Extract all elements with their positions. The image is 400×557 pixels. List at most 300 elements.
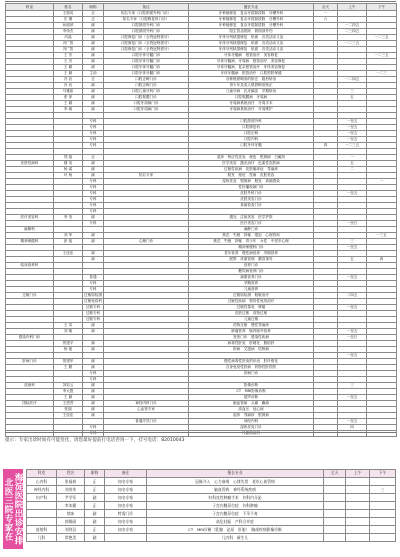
- table-cell: 一至五: [338, 395, 367, 401]
- table-cell: 副: [85, 534, 105, 542]
- expert-schedule-table: [26, 469, 396, 542]
- table-cell: 专科: [83, 221, 104, 227]
- table-cell: 二四五: [338, 293, 367, 299]
- table-cell: 过敏原检测 脱敏治疗: [189, 293, 314, 299]
- table-cell: 口腔正畸门诊: [104, 83, 189, 89]
- table-cell: 郭维丽: [57, 518, 85, 526]
- table-cell: 四: [314, 143, 338, 149]
- table-cell: 王 颖: [54, 71, 83, 77]
- table-cell: 性传播疾病门诊: [189, 185, 314, 191]
- table-cell: 焦虑 失眠 抑郁 青少年 女性 中老年心理: [189, 239, 314, 245]
- table-cell: 牙种植修复 复杂牙拔除拔除 牙槽外科: [189, 17, 314, 23]
- table-cell: 医疗美容门诊: [189, 221, 314, 227]
- table-cell: 专科: [83, 377, 104, 383]
- table-cell: 肝病 艾滋病 结核病: [189, 347, 314, 353]
- table-cell: 糖尿病营养门诊: [189, 269, 314, 275]
- table-cell: 副: [83, 65, 104, 71]
- table-cell: 妇产科: [27, 494, 57, 502]
- table-cell: 各种错颌畸形的矫正 隐形矫治: [189, 77, 314, 83]
- table-cell: 药物过敏 慢性荨麻疹: [189, 323, 314, 329]
- table-cell: 牙周病系统治疗 牙周维护: [189, 107, 314, 113]
- schedule-table: [5, 3, 397, 437]
- table-row: [27, 494, 396, 502]
- table-cell: 儿童过敏: [189, 317, 314, 323]
- table-cell: 王瑞英: [54, 11, 83, 17]
- table-cell: 湿疹 荨麻疹 银屑病: [189, 413, 314, 419]
- booking-note: 提示：专家出诊时间有可能变化，请您最好提前打电话咨询一下，挂号电话：82010043: [5, 438, 185, 443]
- expert-body: [27, 478, 396, 542]
- table-cell: 副: [83, 233, 104, 239]
- table-cell: 老年营养 慢性病营养 孕期营养: [189, 251, 314, 257]
- column-header: 科室: [27, 470, 57, 478]
- table-cell: 过敏专科: [83, 311, 104, 317]
- table-cell: [370, 518, 396, 526]
- table-cell: 一至五: [338, 305, 367, 311]
- column-header: 全天: [324, 470, 346, 478]
- table-cell: 一至五: [338, 329, 367, 335]
- table-cell: 神经内科: [27, 486, 57, 494]
- table-cell: 知名专家: [105, 478, 147, 486]
- table-cell: 孙丽萍: [54, 23, 83, 29]
- table-cell: 副: [83, 53, 104, 59]
- table-cell: [27, 518, 57, 526]
- table-cell: 正: [85, 502, 105, 510]
- table-cell: 副: [83, 101, 104, 107]
- table-cell: 自身免疫性肝病 药物性肝损伤: [189, 365, 314, 371]
- table-cell: 一二三五: [367, 53, 397, 59]
- table-cell: 副: [85, 518, 105, 526]
- table-cell: 冯广智: [54, 47, 83, 53]
- table-cell: 心理门诊: [104, 239, 189, 245]
- table-cell: 心血管专家: [104, 407, 189, 413]
- table-cell: 副: [83, 329, 104, 335]
- column-header: 职称: [85, 470, 105, 478]
- table-cell: 冯 岩: [54, 83, 83, 89]
- table-cell: 皮肤美容门诊: [189, 197, 314, 203]
- table-cell: 冯晶: [54, 35, 83, 41]
- table-cell: 刘剑羽: [57, 526, 85, 534]
- table-cell: 脑血管病 头痛 癫痫: [189, 401, 314, 407]
- table-cell: 副: [83, 89, 104, 95]
- table-cell: 特需门诊: [105, 510, 147, 518]
- schedule-body: [6, 11, 397, 437]
- table-cell: 杨 睿: [54, 167, 83, 173]
- table-cell: 口腔内科: [189, 137, 314, 143]
- table-row: [27, 478, 396, 486]
- table-cell: 口腔修复门诊（全瓷冠特需牙）: [104, 47, 189, 53]
- table-cell: [324, 478, 346, 486]
- table-row: [27, 534, 396, 542]
- table-cell: 孕期营养: [189, 281, 314, 287]
- table-cell: [370, 534, 396, 542]
- table-cell: 一至五: [338, 125, 367, 131]
- table-cell: 口腔颌面外科: [189, 119, 314, 125]
- table-cell: [346, 534, 370, 542]
- table-cell: 三: [338, 239, 367, 245]
- table-cell: 一至日: [338, 335, 367, 341]
- table-cell: 放射科: [27, 526, 57, 534]
- table-cell: [346, 494, 370, 502]
- table-cell: 口腔牙体牙髓: [189, 143, 314, 149]
- table-cell: 超声诊断: [189, 395, 314, 401]
- table-cell: 专科: [83, 119, 104, 125]
- table-cell: [346, 510, 370, 518]
- table-cell: 专科: [83, 287, 104, 293]
- table-cell: 口腔颌面外科门诊: [104, 29, 189, 35]
- table-cell: 焦虑 失眠 抑郁 强迫 心理咨询: [189, 233, 314, 239]
- table-cell: 高危妊娠 产科合并症: [147, 518, 324, 526]
- table-cell: 口腔儿童牙科门诊: [104, 89, 189, 95]
- table-cell: 副: [83, 239, 104, 245]
- table-cell: 冯广智: [54, 41, 83, 47]
- table-cell: 刘彩云: [54, 383, 83, 389]
- table-cell: 副: [83, 173, 104, 179]
- table-cell: 副: [85, 510, 105, 518]
- table-cell: 口腔正畸门诊: [104, 77, 189, 83]
- table-cell: 三: [370, 486, 396, 494]
- table-cell: 王 颖: [54, 395, 83, 401]
- table-cell: 专科: [83, 431, 104, 437]
- table-cell: [370, 502, 396, 510]
- table-cell: 张 萍: [54, 95, 83, 101]
- table-cell: 知名专家: [105, 486, 147, 494]
- table-cell: 五: [338, 257, 367, 263]
- table-cell: 知名专家: [104, 173, 189, 179]
- table-cell: 一至五: [338, 275, 367, 281]
- table-cell: 牙体牙髓病、牙周病 根管治疗 美容修复: [189, 59, 314, 65]
- table-cell: [370, 526, 396, 534]
- table-cell: 四: [338, 425, 367, 431]
- table-cell: CT MRI诊断（乳腺 泌尿 肝脏） 胸部疾病影像诊断: [147, 526, 324, 534]
- table-cell: 皮肤过敏 食物过敏: [189, 311, 314, 317]
- table-cell: 副: [83, 59, 104, 65]
- table-cell: [105, 534, 147, 542]
- table-cell: 口腔牙周病门诊: [104, 107, 189, 113]
- table-cell: 副: [83, 47, 104, 53]
- table-cell: [324, 510, 346, 518]
- table-cell: 病毒性肝炎 肝硬化 脂肪肝: [189, 341, 314, 347]
- table-cell: 副: [83, 365, 104, 371]
- table-cell: 李 威: [54, 107, 83, 113]
- table-cell: 副: [83, 167, 104, 173]
- table-cell: 一至五: [338, 353, 367, 359]
- table-cell: 临床营养科: [6, 263, 54, 269]
- table-cell: 过敏专科: [83, 317, 104, 323]
- table-cell: 牙体牙列缺损修复 贴面 各类活动义齿: [189, 41, 314, 47]
- table-cell: 一: [367, 179, 397, 185]
- table-cell: 过敏性鼻炎 哮喘: [189, 305, 314, 311]
- table-cell: 知名专家: [105, 526, 147, 534]
- table-cell: 李大胜: [54, 389, 83, 395]
- table-cell: 口腔修复科: [189, 125, 314, 131]
- table-cell: 肥胖 体重管理 膳食指导: [189, 257, 314, 263]
- column-header: 全天: [314, 4, 338, 11]
- column-header: 下午: [367, 4, 397, 11]
- table-cell: 副: [83, 413, 104, 419]
- table-cell: 麻醉科: [6, 227, 54, 233]
- table-cell: 一至五: [338, 245, 367, 251]
- table-cell: 脑血管病 神经系统疾病: [147, 486, 324, 494]
- table-cell: 激光 注射美容 医学护肤: [189, 215, 314, 221]
- table-cell: 一至五: [338, 137, 367, 143]
- table-cell: 肝病门诊: [6, 359, 54, 365]
- table-cell: 三: [338, 89, 367, 95]
- table-cell: [27, 502, 57, 510]
- table-row: [27, 486, 396, 494]
- table-cell: 牙体牙髓病 根管治疗 美容修复: [189, 53, 314, 59]
- table-cell: 彭 旭: [54, 239, 83, 245]
- table-cell: 口腔牙体牙髓门诊: [104, 65, 189, 71]
- table-cell: 蔡建华: [54, 359, 83, 365]
- table-cell: [346, 518, 370, 526]
- table-cell: 代谢疾病科: [189, 431, 314, 437]
- table-cell: 正: [83, 77, 104, 83]
- table-cell: 皮肤外科门诊: [189, 191, 314, 197]
- table-cell: 知名专家: [105, 502, 147, 510]
- table-cell: 马雅如: [54, 89, 83, 95]
- column-header: 擅长专业: [147, 470, 324, 478]
- table-cell: 副: [83, 23, 104, 29]
- table-cell: 专科: [83, 137, 104, 143]
- table-cell: 一至五: [338, 191, 367, 197]
- table-cell: 副: [83, 395, 104, 401]
- table-cell: 刘茂华: [57, 486, 85, 494]
- table-cell: 医学美容 激光治疗 色素性皮肤病: [189, 161, 314, 167]
- table-cell: 冯 岩: [54, 77, 83, 83]
- table-cell: 专科: [83, 179, 104, 185]
- table-cell: 过敏原检测: [84, 293, 102, 298]
- table-cell: 一二四五: [338, 23, 367, 29]
- table-cell: 专科: [83, 197, 104, 203]
- table-cell: [27, 510, 57, 518]
- table-cell: 副: [83, 215, 104, 221]
- column-header: 备注: [105, 470, 147, 478]
- table-cell: 副: [83, 41, 104, 47]
- table-cell: 副: [83, 323, 104, 329]
- table-cell: 王恩君: [54, 401, 83, 407]
- table-cell: [324, 526, 346, 534]
- table-cell: 主治: [83, 71, 104, 77]
- table-cell: 过敏性疾病 皮肤瘙痒症 荨麻疹: [189, 167, 314, 173]
- column-header: 姓名: [57, 470, 85, 478]
- table-cell: 口腔牙体牙髓门诊: [104, 53, 189, 59]
- table-cell: 王 岚: [54, 323, 83, 329]
- table-cell: 专科: [83, 281, 104, 287]
- table-cell: 医疗美容科: [6, 215, 54, 221]
- table-cell: 肝病门诊: [189, 371, 314, 377]
- table-cell: 刘 华: [54, 233, 83, 239]
- table-cell: 发热门诊 感染性疾病: [189, 335, 314, 341]
- table-cell: 麻醉门诊: [189, 227, 314, 233]
- table-cell: 口腔黏膜病 牙周病: [189, 95, 314, 101]
- table-row: [27, 502, 396, 510]
- table-cell: 副: [83, 407, 104, 413]
- table-cell: 普通疗效门诊: [104, 419, 189, 425]
- table-cell: 口腔黏膜门诊: [104, 95, 189, 101]
- table-cell: 正: [83, 155, 104, 161]
- table-cell: 郑 旭: [54, 155, 83, 161]
- column-header: 上午: [346, 470, 370, 478]
- table-cell: 真菌检查门诊: [189, 203, 314, 209]
- table-cell: 知名专家（口腔修复科门诊）: [104, 17, 189, 23]
- table-cell: 副: [83, 35, 104, 41]
- table-cell: [324, 486, 346, 494]
- table-cell: 湿疹 特应性皮炎 痤疮 银屑病 白癜风: [189, 155, 314, 161]
- table-cell: 副: [83, 359, 104, 365]
- table-cell: 专科: [83, 125, 104, 131]
- table-cell: 知名专家: [105, 494, 147, 502]
- table-cell: 六: [314, 17, 338, 23]
- table-cell: 二三四五: [338, 29, 367, 35]
- table-cell: 正: [85, 526, 105, 534]
- table-cell: 普通: [83, 275, 104, 281]
- table-cell: 张丽: [54, 407, 83, 413]
- table-cell: [346, 502, 370, 510]
- table-cell: 牙种植修复 复杂牙拔除拔除 牙槽外科: [189, 11, 314, 17]
- table-cell: 知名专家（口腔颌面外科门诊）: [104, 11, 189, 17]
- table-cell: 专科: [83, 185, 104, 191]
- table-cell: [370, 478, 396, 486]
- table-cell: 正: [85, 486, 105, 494]
- table-cell: 专科: [83, 371, 104, 377]
- table-cell: 徐冰: [57, 510, 85, 518]
- table-cell: 尹学军: [57, 494, 85, 502]
- table-cell: 正: [83, 17, 104, 23]
- table-cell: 口腔牙周病门诊: [104, 101, 189, 107]
- table-cell: 副: [83, 347, 104, 353]
- table-cell: 精神保健科: [6, 239, 54, 245]
- table-cell: [370, 510, 396, 518]
- table-cell: 王 芳: [54, 59, 83, 65]
- table-cell: [324, 502, 346, 510]
- table-cell: 一二三五: [367, 35, 397, 41]
- table-cell: 冠脉介入 心力衰竭 心律失常 老年心血管病: [147, 478, 324, 486]
- table-cell: 一至五: [338, 131, 367, 137]
- table-cell: 牙周病系统治疗 牙周手术: [189, 101, 314, 107]
- table-cell: 儿童营养: [189, 287, 314, 293]
- table-cell: 一二四五: [338, 77, 367, 83]
- table-cell: 影像诊断: [189, 383, 314, 389]
- table-cell: 专科: [83, 425, 104, 431]
- column-header: 姓名: [54, 4, 83, 11]
- column-header: 职称: [83, 4, 104, 11]
- column-header: 科室: [6, 4, 54, 11]
- table-cell: 牙体牙髓病、复杂根管治疗 牙体美容修复: [189, 65, 314, 71]
- table-cell: 神经内科: [189, 419, 314, 425]
- table-cell: 一二三五: [338, 143, 367, 149]
- table-cell: 国际医疗: [6, 401, 54, 407]
- table-cell: 叶 杨: [54, 173, 83, 179]
- table-cell: 专科: [83, 203, 104, 209]
- table-cell: 湿疹皮炎 银屑病 脱发 真菌感染: [189, 179, 314, 185]
- table-cell: 营养门诊: [189, 263, 314, 269]
- bottom-rule: [5, 432, 396, 433]
- table-cell: 高血压 冠心病: [189, 407, 314, 413]
- expert-header-row: [27, 470, 396, 478]
- table-cell: 李伟杰: [54, 29, 83, 35]
- table-cell: 一至五: [338, 419, 367, 425]
- column-header: 上午: [338, 4, 367, 11]
- table-cell: 一: [314, 11, 338, 17]
- table-cell: 牙种植修复 复杂牙拔除拔除 牙槽外科: [189, 23, 314, 29]
- table-cell: 阻生智齿拔除 颌面部外伤: [189, 29, 314, 35]
- table-cell: 感染内科门诊: [6, 335, 54, 341]
- table-cell: 过敏专科: [83, 305, 104, 311]
- table-cell: 正: [85, 478, 105, 486]
- table-cell: 四: [367, 257, 397, 263]
- table-cell: 王 颖: [54, 101, 83, 107]
- table-cell: 心内科: [27, 478, 57, 486]
- table-cell: 副: [83, 161, 104, 167]
- table-cell: 皮肤性病科: [6, 161, 54, 167]
- table-cell: 王 芳: [54, 53, 83, 59]
- table-cell: 正: [83, 11, 104, 17]
- table-cell: CT MRI影像诊断: [189, 389, 314, 395]
- table-cell: 副: [83, 389, 104, 395]
- table-cell: 王 勤: [54, 365, 83, 371]
- table-cell: 副: [85, 494, 105, 502]
- table-cell: 专科: [83, 209, 104, 215]
- table-cell: 副: [83, 29, 104, 35]
- table-cell: 五: [338, 161, 367, 167]
- table-cell: 一至五: [338, 119, 367, 125]
- top-rule: [5, 1, 396, 2]
- table-cell: 神经内科门诊: [104, 401, 189, 407]
- table-cell: 五: [338, 95, 367, 101]
- table-cell: 刘 敏: [54, 329, 83, 335]
- table-cell: 知名专家: [105, 518, 147, 526]
- table-cell: 子宫内膜异位症 不孕不育: [147, 510, 324, 518]
- table-cell: 二: [338, 167, 367, 173]
- table-cell: 庄 瑾: [54, 17, 83, 23]
- table-cell: 过敏性疾病 特异性免疫治疗: [189, 299, 314, 305]
- table-cell: 口腔牙体牙髓门诊: [104, 59, 189, 65]
- table-cell: 子宫内膜异位症 妇科肿瘤: [147, 502, 324, 510]
- table-cell: 王佳佳: [54, 251, 83, 257]
- table-cell: [324, 494, 346, 502]
- table-cell: [324, 518, 346, 526]
- table-cell: 口腔正畸: [189, 131, 314, 137]
- table-cell: 一三五: [367, 233, 397, 239]
- table-cell: 专科: [83, 131, 104, 137]
- schedule-header-row: [6, 4, 397, 11]
- table-cell: 副: [83, 107, 104, 113]
- table-cell: 副: [83, 341, 104, 347]
- table-row: [27, 518, 396, 526]
- table-row: [27, 526, 396, 534]
- table-cell: 专科: [83, 143, 104, 149]
- table-cell: [346, 478, 370, 486]
- hospital-banner: 海淀医院出诊安排 北医三院专家在: [3, 469, 23, 549]
- table-cell: 慢性病毒性肝炎的诊治 肝纤维化: [189, 359, 314, 365]
- table-cell: 张福春: [57, 478, 85, 486]
- table-cell: 杨 艳: [54, 347, 83, 353]
- table-cell: 三: [338, 383, 367, 389]
- table-cell: 湿疹皮炎门诊: [189, 425, 314, 431]
- table-cell: 王 颖: [54, 65, 83, 71]
- table-cell: 口腔修复门诊（全瓷冠特需牙）: [104, 41, 189, 47]
- table-cell: 王佳佳: [54, 413, 83, 419]
- table-cell: 减重营养门诊: [189, 275, 314, 281]
- table-row: [27, 510, 396, 518]
- table-cell: 一: [338, 155, 367, 161]
- table-cell: [346, 486, 370, 494]
- table-cell: 妇科良性肿瘤手术 妇科内分泌: [147, 494, 324, 502]
- table-cell: 副: [83, 95, 104, 101]
- table-cell: 青少年及成人错颌畸形矫正: [189, 83, 314, 89]
- table-cell: 一二三: [367, 71, 397, 77]
- table-cell: 精神保健科门诊: [189, 245, 314, 251]
